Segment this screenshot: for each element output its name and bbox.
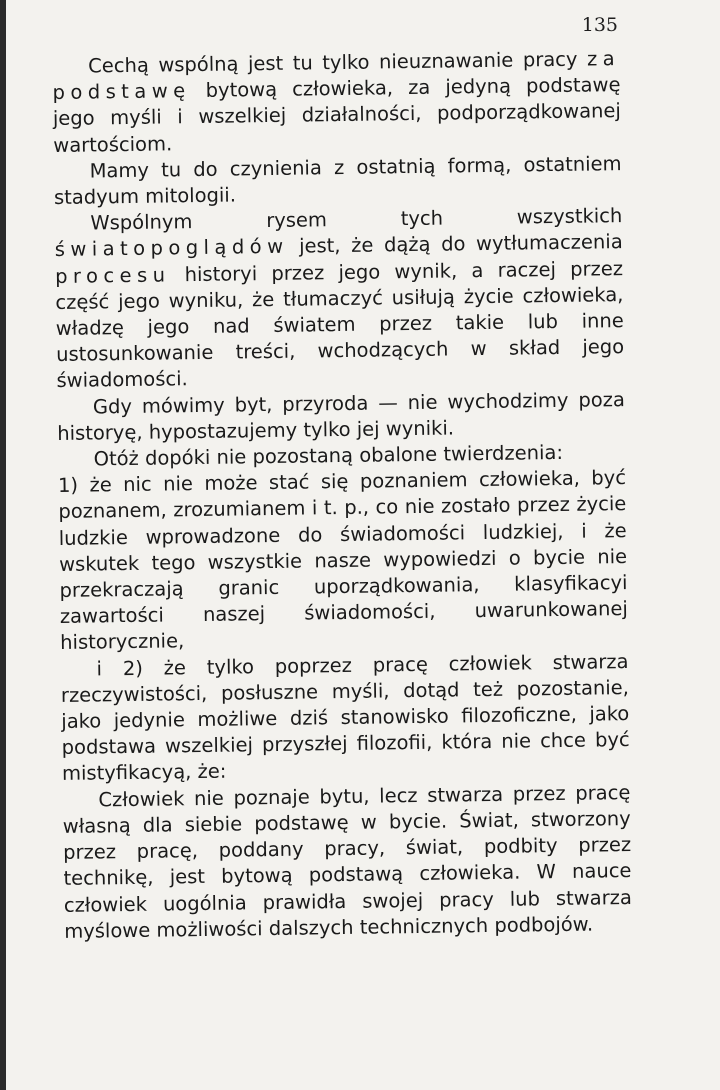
- paragraph: [57, 387, 626, 447]
- text-run: bytową człowieka, za jedyną podstawę jego myśli i wszelkiej działalności, podporządkowanej wartościom.: [52, 73, 622, 157]
- paragraph: [58, 465, 629, 656]
- text-run: historyi przez jego wynik, a raczej przez część jego wyniku, że tłumaczyć usiłują życie człowieka, władzę jego nad światem przez takie lub inne ustosunkowanie treści, wchodzących w skład jego świadomości.: [55, 256, 625, 393]
- paragraph: [60, 649, 630, 788]
- paragraph: [54, 203, 625, 394]
- text-run: Wspólnym rysem tych wszystkich: [90, 204, 623, 235]
- text-run: Otóż dopóki nie pozostaną obalone twierdzenia:: [93, 440, 564, 471]
- emphasized-text: światopoglądów: [54, 235, 289, 262]
- paragraph: [62, 780, 632, 945]
- page-gutter-shadow: [0, 0, 6, 1090]
- body-text: [52, 46, 632, 945]
- paragraph: [53, 151, 622, 211]
- text-run: i 2) że tylko poprzez pracę człowiek stwarza rzeczywistości, posłuszne myśli, dotąd też pozostanie, jako jedynie możliwe dziś stanowisko filozoficzne, jako podstawa wszelkiej przyszłej filozofii, która nie chce być mistyfikacyą, że:: [60, 649, 630, 786]
- text-run: 1) że nic nie może stać się poznaniem człowieka, być poznanem, zrozumianem i t. p., co nie zostało przez życie ludzkie wprowadzone do świadomości ludzkiej, i że wskutek tego wszystkie nasze wypowiedzi o bycie nie przekraczają granic uporządkowania, klasyfikacyi zawartości naszej świadomości, uwarunkowanej historycznie,: [57, 466, 628, 655]
- text-run: Człowiek nie poznaje bytu, lecz stwarza przez pracę własną dla siebie podstawę w bycie. Świat, stworzony przez pracę, poddany pracy, świat, podbity przez technikę, jest bytową podstawą człowieka. W nauce człowiek uogólnia prawidła swojej pracy lub stwarza myślowe możliwości dalszych technicznych podbojów.: [62, 780, 632, 943]
- text-run: Cechą wspólną jest tu tylko nieuznawanie pracy: [88, 47, 588, 78]
- page-number: 135: [581, 14, 618, 36]
- emphasized-text: procesu: [54, 262, 171, 288]
- text-run: Gdy mówimy byt, przyroda — nie wychodzimy poza historyę, hypostazujemy tylko jej wyniki.: [57, 387, 626, 445]
- text-run: Mamy tu do czynienia z ostatnią formą, ostatniem stadyum mitologii.: [53, 151, 622, 210]
- emphasized-text: za podstawę: [52, 47, 621, 105]
- paragraph: [52, 46, 621, 159]
- text-run: jest, że dążą do wytłumaczenia: [288, 230, 623, 259]
